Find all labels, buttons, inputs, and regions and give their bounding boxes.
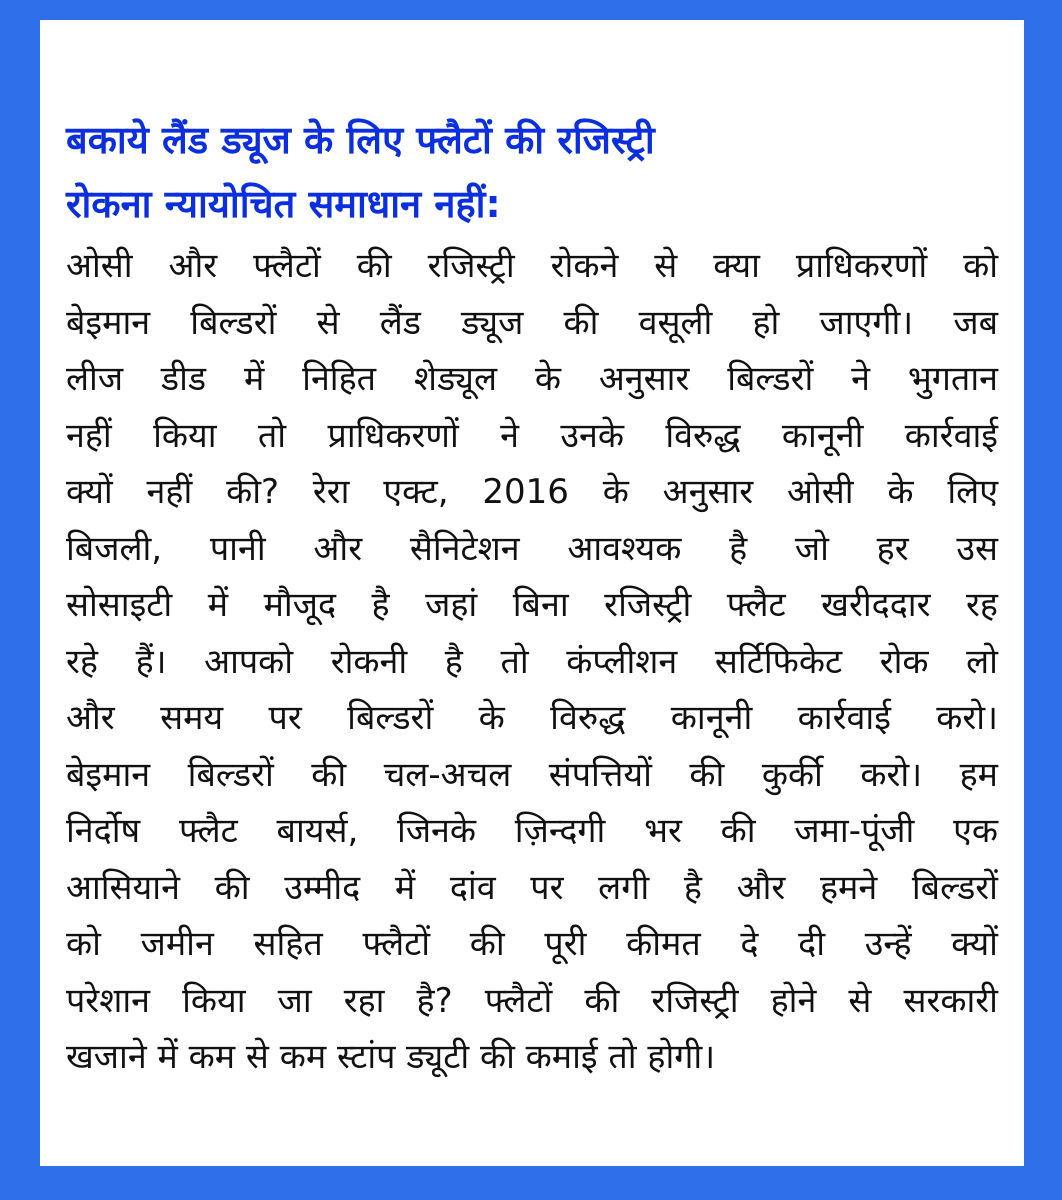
body-line: रहे हैं। आपको रोकनी है तो कंप्लीशन सर्टिफिकेट रोक लो [66,641,998,682]
body-line: सोसाइटी में मौजूद है जहां बिना रजिस्ट्री फ्लैट खरीददार रह [66,585,998,625]
heading-line: रोकना न्यायोचित समाधान नहीं: [66,182,501,226]
body-line: ओसी और फ्लैटों की रजिस्ट्री रोकने से क्या प्राधिकरणों को [66,246,998,286]
body-line: बेइमान बिल्डरों की चल-अचल संपत्तियों की कुर्की करो। हम [66,754,998,795]
heading-line: बकाये लैंड ड्यूज के लिए फ्लैटों की रजिस्ट्री [66,118,655,162]
article-body [66,238,998,1086]
article-heading [66,108,998,236]
article-card [40,20,1024,1166]
body-line: को जमीन सहित फ्लैटों की पूरी कीमत दे दी उन्हें क्यों [66,924,998,964]
body-line: बिजली, पानी और सैनिटेशन आवश्यक है जो हर उस [66,528,998,569]
body-line: निर्दोष फ्लैट बायर्स, जिनके ज़िन्दगी भर की जमा-पूंजी एक [66,811,998,851]
body-line: और समय पर बिल्डरों के विरुद्ध कानूनी कार्रवाई करो। [66,698,998,738]
body-line: आसियाने की उम्मीद में दांव पर लगी है और हमने बिल्डरों [66,867,998,908]
body-line: बेइमान बिल्डरों से लैंड ड्यूज की वसूली हो जाएगी। जब [66,302,998,343]
body-line: खजाने में कम से कम स्टांप ड्यूटी की कमाई तो होगी। [66,1037,716,1077]
body-line: परेशान किया जा रहा है? फ्लैटों की रजिस्ट्री होने से सरकारी [66,980,998,1021]
body-line: लीज डीड में निहित शेड्यूल के अनुसार बिल्डरों ने भुगतान [66,359,998,399]
body-line: क्यों नहीं की? रेरा एक्ट, 2016 के अनुसार ओसी के लिए [66,472,998,512]
body-line: नहीं किया तो प्राधिकरणों ने उनके विरुद्ध कानूनी कार्रवाई [66,415,998,456]
